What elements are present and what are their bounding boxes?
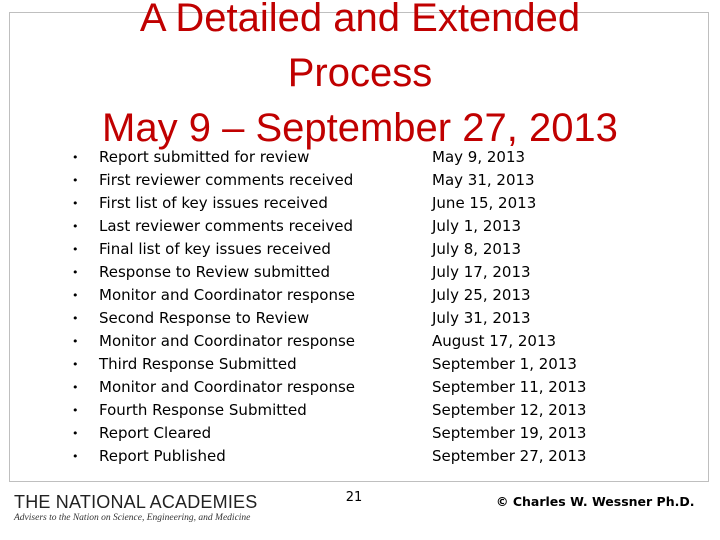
bullet-icon: •	[72, 450, 79, 463]
timeline-event: Monitor and Coordinator response	[99, 378, 356, 396]
timeline-item	[66, 422, 626, 445]
timeline-date: September 19, 2013	[432, 424, 587, 442]
slide-title-line-1: A Detailed and Extended	[139, 0, 581, 40]
timeline-item	[66, 330, 626, 353]
timeline-event: Report Cleared	[99, 424, 212, 442]
bullet-icon: •	[72, 381, 79, 394]
timeline-item	[66, 169, 626, 192]
logo-tagline: Advisers to the Nation on Science, Engineering, and Medicine	[14, 513, 251, 523]
timeline-event: Monitor and Coordinator response	[99, 332, 356, 350]
page-number: 21	[345, 490, 363, 505]
slide-title-line-2: Process	[287, 51, 433, 95]
bullet-icon: •	[72, 358, 79, 371]
timeline-date: July 17, 2013	[432, 263, 531, 281]
timeline-date: September 11, 2013	[432, 378, 587, 396]
timeline-date: September 27, 2013	[432, 447, 587, 465]
bullet-icon: •	[72, 404, 79, 417]
timeline-event: Second Response to Review	[99, 309, 310, 327]
timeline-event: Monitor and Coordinator response	[99, 286, 356, 304]
timeline-event: Response to Review submitted	[99, 263, 331, 281]
slide-title-line-3: May 9 – September 27, 2013	[102, 106, 618, 150]
timeline-date: September 12, 2013	[432, 401, 587, 419]
bullet-icon: •	[72, 266, 79, 279]
timeline-date: July 31, 2013	[432, 309, 531, 327]
timeline-item	[66, 307, 626, 330]
bullet-icon: •	[72, 174, 79, 187]
timeline-date: July 1, 2013	[432, 217, 521, 235]
timeline-list	[66, 146, 626, 468]
copyright-notice: © Charles W. Wessner Ph.D.	[496, 494, 695, 509]
bullet-icon: •	[72, 335, 79, 348]
bullet-icon: •	[72, 289, 79, 302]
bullet-icon: •	[72, 312, 79, 325]
timeline-date: August 17, 2013	[432, 332, 557, 350]
timeline-item	[66, 261, 626, 284]
timeline-item	[66, 284, 626, 307]
timeline-date: May 31, 2013	[432, 171, 535, 189]
timeline-event: Fourth Response Submitted	[99, 401, 307, 419]
timeline-event: First list of key issues received	[99, 194, 328, 212]
national-academies-logo	[14, 492, 257, 524]
timeline-date: July 25, 2013	[432, 286, 531, 304]
timeline-event: Third Response Submitted	[99, 355, 297, 373]
timeline-date: September 1, 2013	[432, 355, 577, 373]
timeline-item	[66, 215, 626, 238]
timeline-date: July 8, 2013	[432, 240, 521, 258]
timeline-event: Final list of key issues received	[99, 240, 331, 258]
bullet-icon: •	[72, 427, 79, 440]
logo-wordmark: THE NATIONAL ACADEMIES	[14, 492, 258, 512]
timeline-date: May 9, 2013	[432, 148, 526, 166]
bullet-icon: •	[72, 151, 79, 164]
timeline-event: First reviewer comments received	[99, 171, 354, 189]
timeline-event: Report Published	[99, 447, 226, 465]
timeline-item	[66, 399, 626, 422]
bullet-icon: •	[72, 197, 79, 210]
timeline-item	[66, 146, 626, 169]
timeline-item	[66, 376, 626, 399]
timeline-item	[66, 445, 626, 468]
bullet-icon: •	[72, 243, 79, 256]
timeline-item	[66, 353, 626, 376]
timeline-item	[66, 238, 626, 261]
timeline-event: Report submitted for review	[99, 148, 310, 166]
bullet-icon: •	[72, 220, 79, 233]
timeline-event: Last reviewer comments received	[99, 217, 353, 235]
timeline-date: June 15, 2013	[432, 194, 537, 212]
timeline-item	[66, 192, 626, 215]
